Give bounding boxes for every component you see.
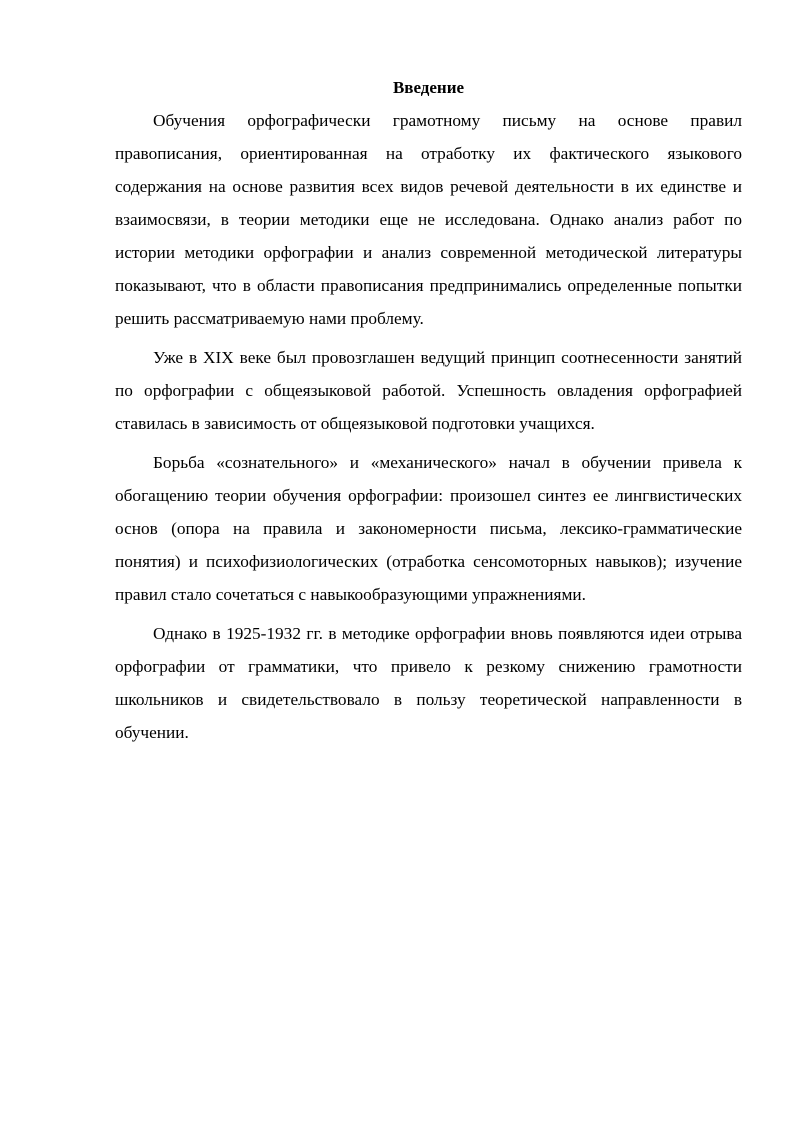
paragraph-3: Борьба «сознательного» и «механического» начал в обучении привела к обогащению теории обучения орфографии: произошел синтез ее лингвистических основ (опора на правила и закономерности письма, лексико-грамматические понятия) и психофизиологических (отработка сенсомоторных навыков); изучение правил стало сочетаться с навыкообразующими упражнениями. [115,453,742,604]
paragraph-4: Однако в 1925-1932 гг. в методике орфографии вновь появляются идеи отрыва орфографии от грамматики, что привело к резкому снижению грамотности школьников и свидетельствовало в пользу теоретической направленности в обучении. [115,624,742,742]
page-title: Введение [392,78,465,97]
paragraph-2: Уже в XIX веке был провозглашен ведущий принцип соотнесенности занятий по орфографии с общеязыковой работой. Успешность овладения орфографией ставилась в зависимость от общеязыковой подготовки учащихся. [115,348,742,433]
page-content [115,76,742,755]
paragraph-1: Обучения орфографически грамотному письму на основе правил правописания, ориентированная на отработку их фактического языкового содержания на основе развития всех видов речевой деятельности в их единстве и взаимосвязи, в теории методики еще не исследована. Однако анализ работ по истории методики орфографии и анализ современной методической литературы показывают, что в области правописания предпринимались определенные попытки решить рассматриваемую нами проблему. [115,111,742,328]
